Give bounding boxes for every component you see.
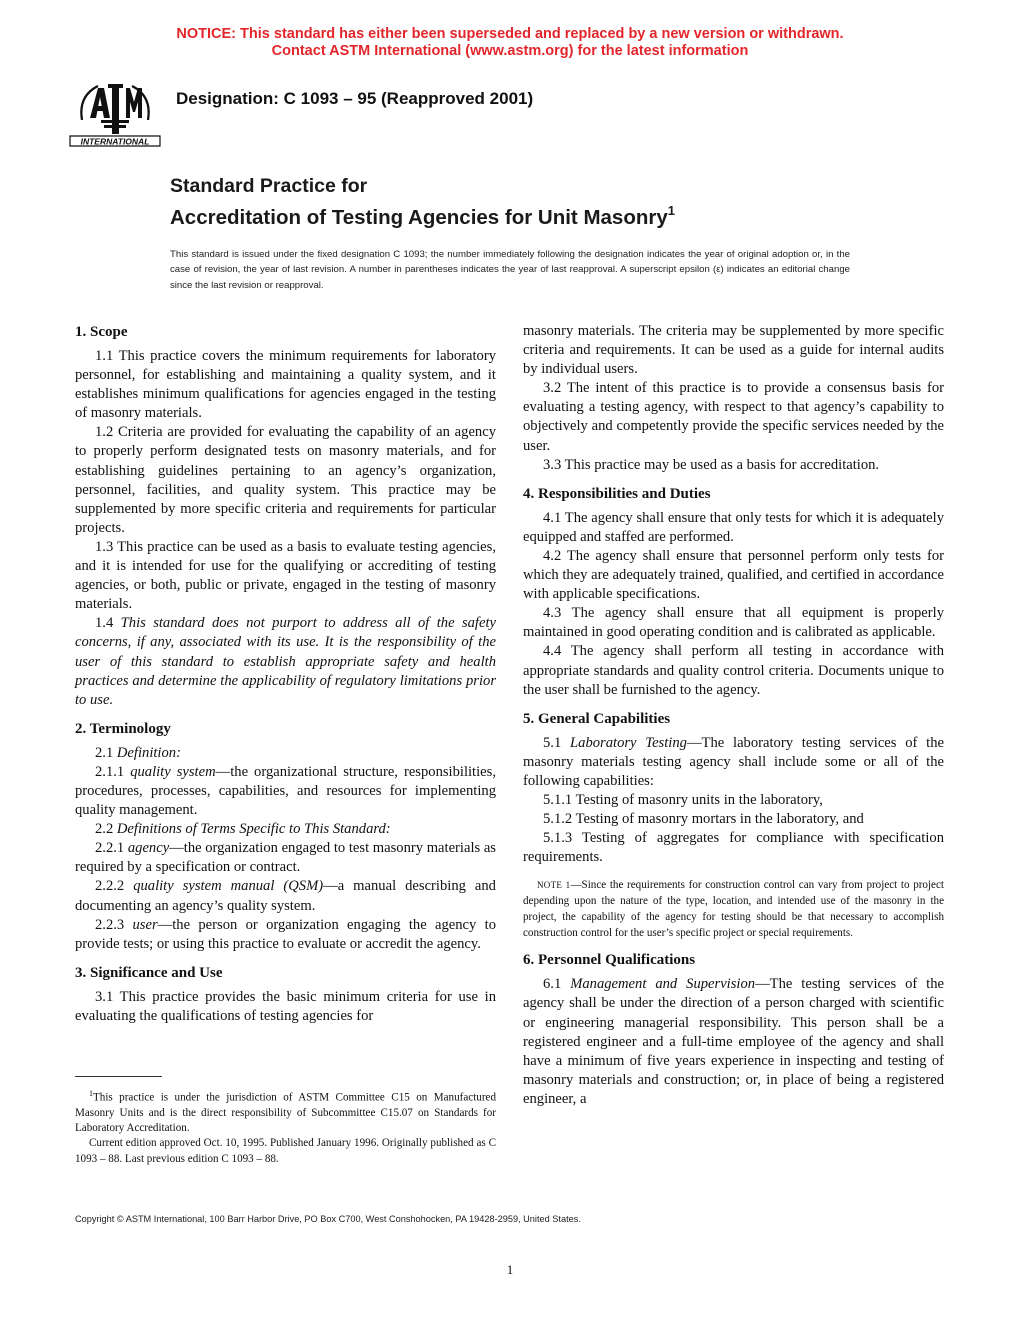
paragraph-2-2-1: 2.2.1 agency—the organization engaged to test masonry materials as required by a specification or contract. xyxy=(75,840,496,876)
paragraph-4-4: 4.4 The agency shall perform all testing in accordance with appropriate standards and quality control criteria. Documents unique to the user shall be furnished to the agency. xyxy=(523,643,944,698)
paragraph-2-2-2: 2.2.2 quality system manual (QSM)—a manual describing and documenting an agency’s quality system. xyxy=(75,878,496,914)
note-1: NOTE 1—Since the requirements for construction control can vary from project to project depending upon the nature of the type, location, and intended use of the masonry in the project, the capability of the agency for testing should be that necessary to accomplish construction control for the user’s specific project or special requirements. xyxy=(523,879,944,940)
paragraph-5-1-1: 5.1.1 Testing of masonry units in the laboratory, xyxy=(543,791,823,808)
paragraph-4-2: 4.2 The agency shall ensure that personnel perform only tests for which they are adequately trained, qualified, and certified in accordance with applicable specifications. xyxy=(523,547,944,603)
footnote-1: $^1$This practice is under the jurisdiction of ASTM Committee C15 on Manufactured Masonry Units and is the direct responsibility of Subcommittee C15.07 on Standards for Laboratory Accreditation. xyxy=(75,1089,496,1135)
paragraph-1-3: 1.3 This practice can be used as a basis to evaluate testing agencies, and it is intended for use for the qualifying or accrediting of testing agencies, or both, public or private, engaged in the testing of masonry materials. xyxy=(75,538,496,613)
page-number: 1 xyxy=(506,1262,514,1277)
paragraph-2-2: 2.2 Definitions of Terms Specific to This Standard: xyxy=(95,821,391,838)
paragraph-6-1: 6.1 Management and Supervision—The testing services of the agency shall be under the direction of a person charged with scientific or engineering managerial responsibility. This person shall be a registered engineer and a full-time employee of the agency and shall have a minimum of five years experience in inspecting and testing of masonry materials and construction; or, in place of being a registered engineer, a xyxy=(523,976,945,1107)
section-heading-significance: 3. Significance and Use xyxy=(75,964,223,981)
safety-caveat: This standard does not purport to address all of the safety concerns, if any, associated with its use. It is the responsibility of the user of this standard to establish appropriate safety and health practices and determine the applicability of regulatory limitations prior to use. xyxy=(75,615,496,708)
section-heading-scope: 1. Scope xyxy=(75,324,128,340)
paragraph-number: 1.4 xyxy=(95,615,121,632)
paragraph-4-1: 4.1 The agency shall ensure that only tests for which it is adequately equipped and staffed are performed. xyxy=(523,509,944,545)
right-column xyxy=(523,322,944,1109)
paragraph-1-2: 1.2 Criteria are provided for evaluating the capability of an agency to properly perform designated tests on masonry materials, and for establishing guidelines pertaining to an agency’s organization, personnel, facilities, and quality system. This practice may be supplemented by more specific criteria and requirements for particular projects. xyxy=(75,424,496,536)
issued-note: This standard is issued under the fixed designation C 1093; the number immediately following the designation indicates the year of original adoption or, in the case of revision, the year of last revision. A number in parentheses indicates the year of last reapproval. A superscript epsilon (ε) indicates an editorial change since the last revision or reapproval. xyxy=(170,249,850,291)
footnote-edition: Current edition approved Oct. 10, 1995. Published January 1996. Originally published as C 1093 – 88. Last previous edition C 1093 – 88. xyxy=(75,1137,496,1165)
note-label: NOTE 1 xyxy=(537,880,571,891)
supersede-notice xyxy=(0,26,1020,60)
astm-logo xyxy=(68,76,162,150)
footnote-divider xyxy=(75,1076,162,1077)
title-footnote-mark: 1 xyxy=(667,203,675,218)
logo-subtext: INTERNATIONAL xyxy=(80,136,150,147)
notice-line-1: NOTICE: This standard has either been superseded and replaced by a new version or withdrawn. xyxy=(176,26,844,42)
paragraph-4-3: 4.3 The agency shall ensure that all equipment is properly maintained in good operating condition and is calibrated as applicable. xyxy=(523,605,944,641)
paragraph-1-1: 1.1 This practice covers the minimum requirements for laboratory personnel, for establishing and maintaining a quality system, and it establishes minimum qualifications for agencies engaged in the testing of masonry materials. xyxy=(75,348,496,422)
section-heading-terminology: 2. Terminology xyxy=(75,720,171,737)
paragraph-3-2: 3.2 The intent of this practice is to provide a consensus basis for evaluating a testing agency, with respect to that agency’s capability to objectively and competently provide the specific services needed by the user. xyxy=(523,380,944,454)
footnote xyxy=(75,1086,496,1167)
paragraph-3-1-start: 3.1 This practice provides the basic minimum criteria for use in evaluating the qualifications of testing agencies for xyxy=(75,988,496,1024)
copyright-line: Copyright © ASTM International, 100 Barr Harbor Drive, PO Box C700, West Conshohocken, PA 19428-2959, United States. xyxy=(75,1214,581,1224)
paragraph-2-1-1: 2.1.1 quality system—the organizational structure, responsibilities, procedures, processes, capabilities, and resources for implementing quality management. xyxy=(75,763,496,819)
section-heading-responsibilities: 4. Responsibilities and Duties xyxy=(523,485,711,502)
paragraph-2-2-3: 2.2.3 user—the person or organization engaging the agency to provide tests; or using this practice to evaluate or accredit the agency. xyxy=(75,916,496,952)
title-line-2 xyxy=(170,198,930,231)
left-column xyxy=(75,322,496,1026)
section-heading-personnel: 6. Personnel Qualifications xyxy=(523,952,696,969)
paragraph-3-3: 3.3 This practice may be used as a basis for accreditation. xyxy=(543,456,880,473)
paragraph-2-1: 2.1 Definition: xyxy=(95,744,181,761)
section-heading-capabilities: 5. General Capabilities xyxy=(523,710,671,727)
paragraph-1-4 xyxy=(75,614,496,709)
notice-line-2: Contact ASTM International (www.astm.org) for the latest information xyxy=(271,43,749,59)
paragraph-5-1-2: 5.1.2 Testing of masonry mortars in the laboratory, and xyxy=(543,811,864,828)
document-title xyxy=(170,174,930,231)
paragraph-3-1-continued: masonry materials. The criteria may be supplemented by more specific criteria and requirements. It can be used as a guide for internal audits by individual users. xyxy=(523,323,944,378)
paragraph-5-1: 5.1 Laboratory Testing—The laboratory testing services of the masonry materials testing agency shall include some or all of the following capabilities: xyxy=(523,734,945,789)
paragraph-5-1-3: 5.1.3 Testing of aggregates for compliance with specification requirements. xyxy=(523,830,944,866)
title-line-2-text: Accreditation of Testing Agencies for Unit Masonry xyxy=(170,206,668,229)
designation: Designation: C 1093 – 95 (Reapproved 2001) xyxy=(176,89,534,108)
title-line-1: Standard Practice for xyxy=(170,175,368,197)
